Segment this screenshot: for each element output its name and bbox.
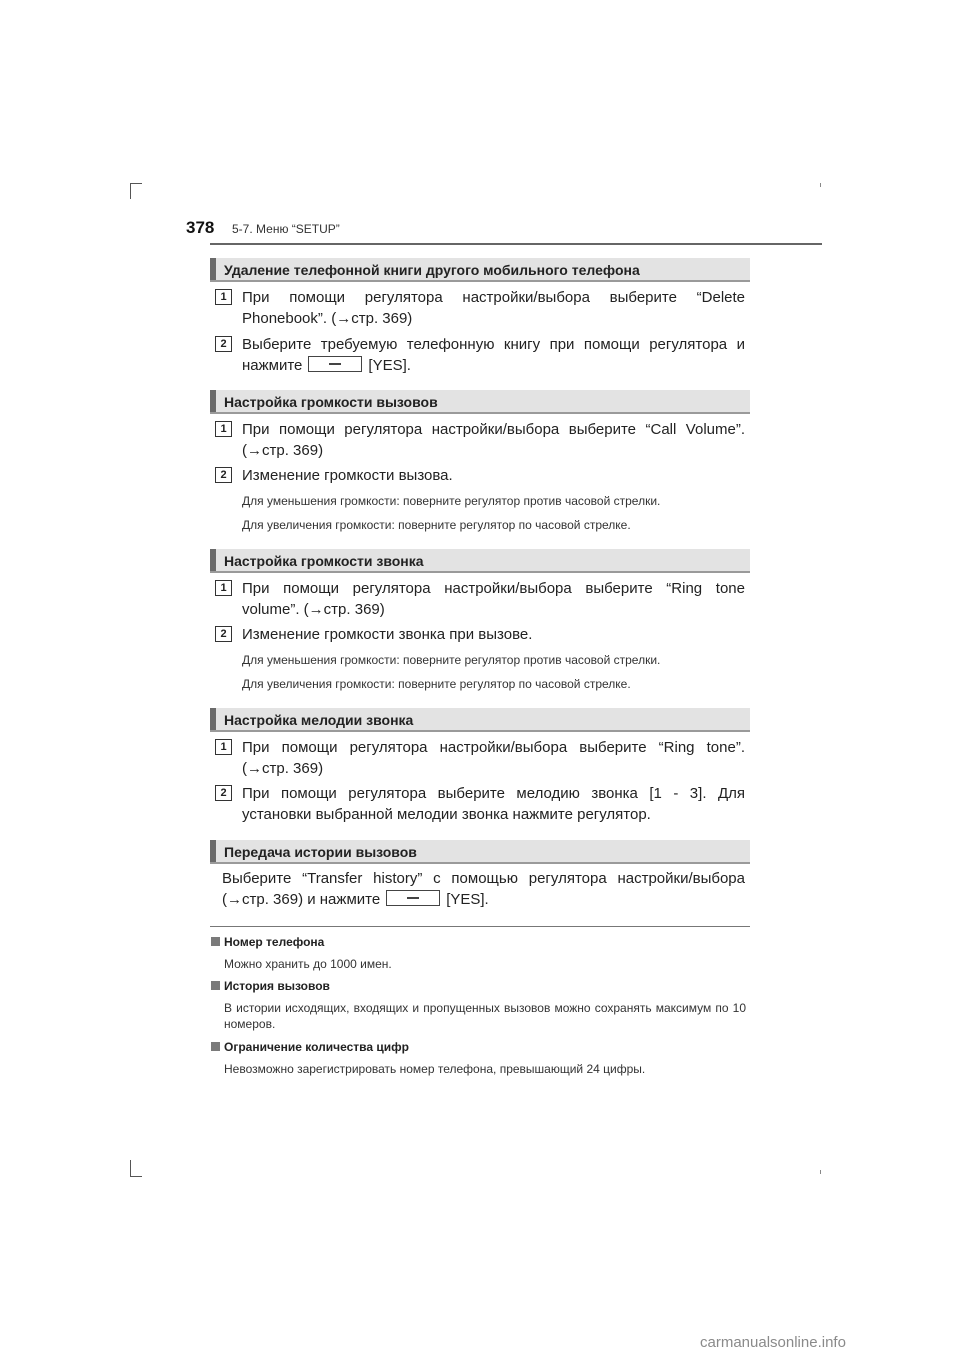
crop-mark xyxy=(130,183,142,184)
step-text: При помощи регулятора настройки/выбора выберите “Ring tone volume”. (→стр. 369) xyxy=(242,580,745,618)
section-title: Удаление телефонной книги другого мобильного телефона xyxy=(224,262,640,278)
enter-button-icon xyxy=(308,356,362,372)
section-title: Настройка громкости звонка xyxy=(224,553,424,569)
square-bullet-icon xyxy=(211,981,220,990)
footnote-title xyxy=(211,979,330,993)
section-header-ringtone xyxy=(210,708,750,732)
step-text: Изменение громкости вызова. xyxy=(242,467,453,484)
section-title: Настройка мелодии звонка xyxy=(224,712,414,728)
section-header-ring-volume xyxy=(210,549,750,573)
step-number: 2 xyxy=(215,626,232,642)
step-number: 1 xyxy=(215,580,232,596)
footnote-title-text: История вызовов xyxy=(224,979,330,993)
section-title: Настройка громкости вызовов xyxy=(224,394,438,410)
section-header-transfer-history xyxy=(210,840,750,864)
footnote-title-text: Ограничение количества цифр xyxy=(224,1040,409,1054)
step-text: При помощи регулятора настройки/выбора выберите “Ring tone”. (→стр. 369) xyxy=(242,739,745,777)
header-divider xyxy=(210,243,822,245)
footnote-title xyxy=(211,935,324,949)
step-number: 2 xyxy=(215,785,232,801)
page-number: 378 xyxy=(186,218,215,237)
step-number: 1 xyxy=(215,421,232,437)
section-header-delete-phonebook xyxy=(210,258,750,282)
note-text: Для уменьшения громкости: поверните регулятор против часовой стрелки. xyxy=(242,653,661,667)
section-marker xyxy=(210,390,216,412)
footnote-text: Можно хранить до 1000 имен. xyxy=(224,957,392,971)
step-text: При помощи регулятора настройки/выбора выберите “Call Volume”. (→стр. 369) xyxy=(242,421,745,459)
footnote-title xyxy=(211,1040,409,1054)
crop-mark xyxy=(820,1170,821,1174)
section-marker xyxy=(210,840,216,862)
step-text: При помощи регулятора настройки/выбора выберите “Delete Phonebook”. (→стр. 369) xyxy=(242,289,745,327)
step-text xyxy=(242,334,745,376)
note-text: Для увеличения громкости: поверните регулятор по часовой стрелке. xyxy=(242,518,631,532)
section-body xyxy=(222,868,745,910)
crop-mark xyxy=(820,183,821,187)
watermark: carmanualsonline.info xyxy=(700,1334,846,1351)
step-text-end: [YES]. xyxy=(368,357,411,374)
step-text: Изменение громкости звонка при вызове. xyxy=(242,626,533,643)
body-text-start: Выберите “Transfer history” с помощью регулятора настройки/выбора (→стр. 369) и нажмите xyxy=(222,870,745,908)
footnote-title-text: Номер телефона xyxy=(224,935,325,949)
chapter-title: 5-7. Меню “SETUP” xyxy=(232,222,340,236)
crop-mark xyxy=(130,1176,142,1177)
step-text: При помощи регулятора выберите мелодию звонка [1 - 3]. Для установки выбранной мелодии звонка нажмите регулятор. xyxy=(242,785,745,823)
section-header-call-volume xyxy=(210,390,750,414)
crop-mark xyxy=(130,183,131,199)
enter-button-icon xyxy=(386,890,440,906)
square-bullet-icon xyxy=(211,1042,220,1051)
step-number: 2 xyxy=(215,467,232,483)
section-marker xyxy=(210,549,216,571)
body-text-end: [YES]. xyxy=(446,891,489,908)
step-number: 1 xyxy=(215,289,232,305)
crop-mark xyxy=(130,1160,131,1176)
step-text-start: Выберите требуемую телефонную книгу при помощи регулятора и нажмите xyxy=(242,336,745,374)
note-text: Для увеличения громкости: поверните регулятор по часовой стрелке. xyxy=(242,677,631,691)
square-bullet-icon xyxy=(211,937,220,946)
footnote-text: В истории исходящих, входящих и пропущенных вызовов можно сохранять максимум по 10 номеров. xyxy=(224,1001,746,1031)
step-number: 2 xyxy=(215,336,232,352)
section-marker xyxy=(210,258,216,280)
footnotes-divider xyxy=(210,926,750,927)
footnote-text: Невозможно зарегистрировать номер телефона, превышающий 24 цифры. xyxy=(224,1062,646,1076)
section-marker xyxy=(210,708,216,730)
step-number: 1 xyxy=(215,739,232,755)
note-text: Для уменьшения громкости: поверните регулятор против часовой стрелки. xyxy=(242,494,661,508)
section-title: Передача истории вызовов xyxy=(224,844,417,860)
